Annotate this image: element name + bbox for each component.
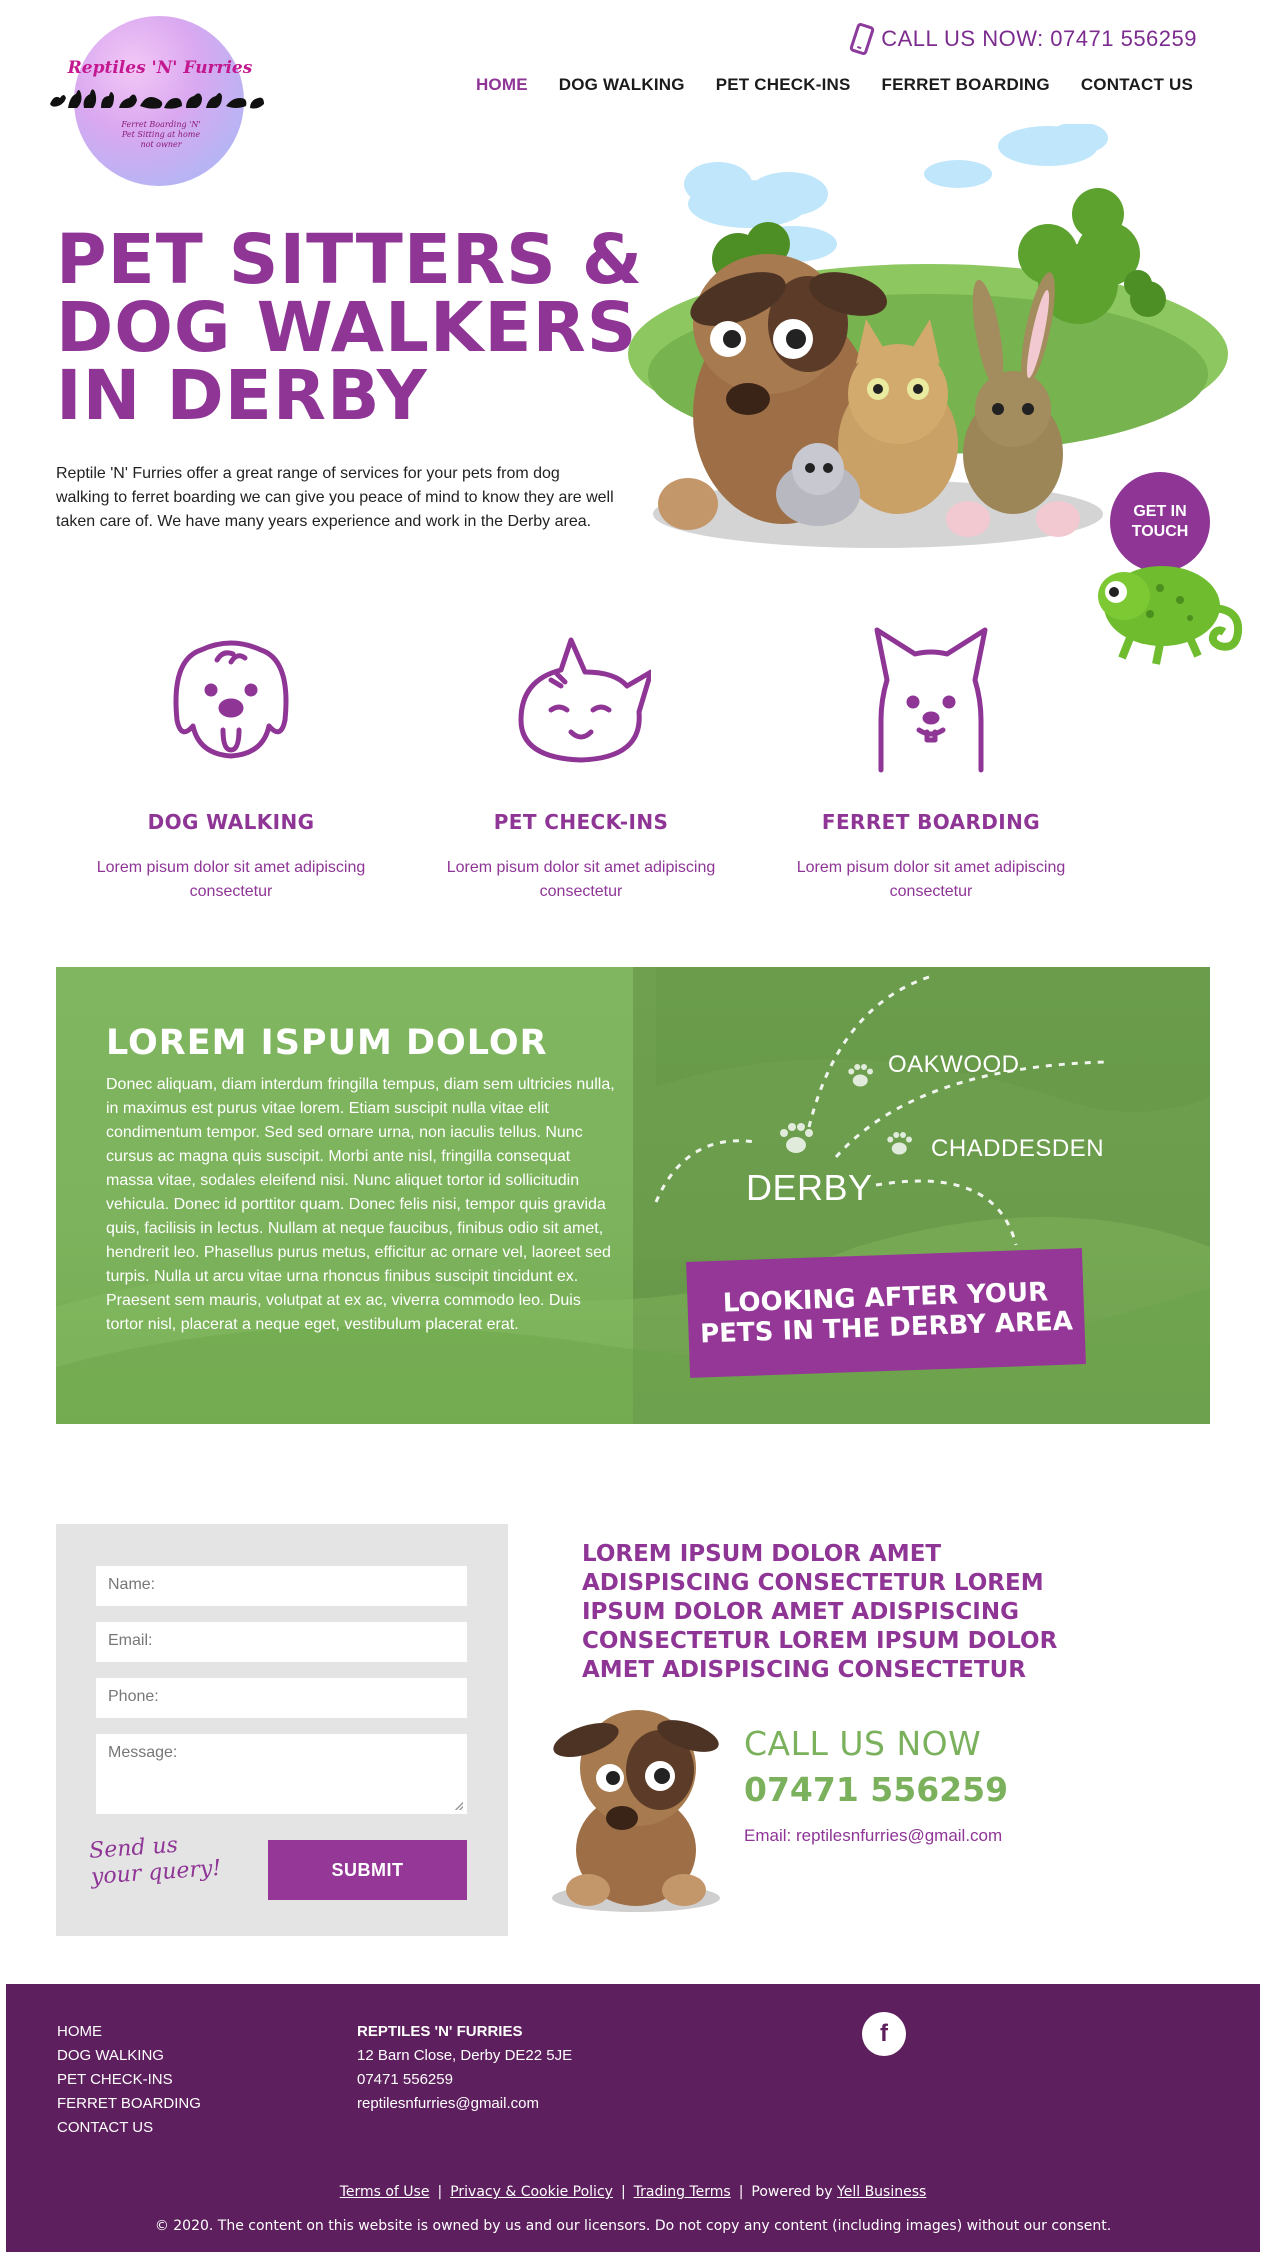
service-pet-check-ins[interactable] <box>406 620 756 904</box>
cat-icon <box>511 620 651 780</box>
get-in-touch-button[interactable]: GET IN TOUCH <box>1110 472 1210 572</box>
facebook-icon[interactable]: f <box>862 2012 906 2056</box>
nav-pet-check-ins[interactable]: PET CHECK-INS <box>715 75 851 94</box>
service-title: DOG WALKING <box>147 810 315 834</box>
nav-home[interactable]: HOME <box>475 75 528 94</box>
footer-phone[interactable]: 07471 556259 <box>357 2071 453 2088</box>
site-logo[interactable] <box>46 16 274 186</box>
footer-nav <box>57 2020 201 2140</box>
ferret-icon <box>861 620 1001 780</box>
message-field[interactable] <box>96 1734 467 1814</box>
send-query-text: Send us your query! <box>88 1832 223 1890</box>
logo-title: Reptiles 'N' Furries <box>67 58 253 78</box>
animal-silhouettes-icon <box>46 82 274 112</box>
powered-by-text: Powered by <box>751 2184 833 2200</box>
separator: | <box>437 2184 443 2200</box>
service-description: Lorem pisum dolor sit amet adipiscing consectetur <box>796 859 1066 900</box>
paw-icon <box>887 1132 912 1155</box>
contact-email[interactable]: Email: reptilesnfurries@gmail.com <box>744 1826 1003 1845</box>
dog-icon <box>161 620 301 780</box>
footer-company: REPTILES 'N' FURRIES <box>357 2023 523 2040</box>
map-label-oakwood: OAKWOOD <box>888 1051 1020 1078</box>
logo-tagline: Ferret Boarding 'N' Pet Sitting at home not owner <box>121 120 201 149</box>
contact-heading-line: AMET ADISPISCING CONSECTETUR <box>582 1657 1026 1683</box>
email-field[interactable]: Email: <box>96 1622 467 1662</box>
contact-heading-line: ADISPISCING CONSECTETUR LOREM <box>582 1570 1044 1596</box>
contact-heading <box>582 1540 1058 1685</box>
hero-title <box>56 220 644 436</box>
footer-link-dog-walking[interactable]: DOG WALKING <box>57 2047 164 2064</box>
band-text: Donec aliquam, diam interdum fringilla tempus, diam sem ultricies nulla, in maximus est purus vitae lorem. Etiam suscipit nulla vitae elit condimentum tempor. Sed sed ornare urna, non iaculis tellus. Nunc cursus ac magna quis suscipit. Morbi ante nisl, fringilla consequat massa vitae, sodales eleifend nisi. Nunc aliquet tortor id sollicitudin vehicula. Donec id porttitor quam. Donec felis nisi, tempor quis gravida quis, facilisis in lectus. Nullam at neque faucibus, finibus odio sit amet, hendrerit leo. Phasellus purus metus, efficitur ac ornare vel, laoreet sed turpis. Nulla ut arcu vitae urna rhoncus finibus suscipit tincidunt ex. Praesent sem mauris, volutpat at ex ac, viverra commodo leo. Duis tortor nisl, placerat a neque eget, vestibulum placerat erat. <box>106 1076 615 1333</box>
terms-of-use-link[interactable]: Terms of Use <box>339 2184 430 2200</box>
map-label-chaddesden: CHADDESDEN <box>931 1135 1105 1162</box>
separator: | <box>620 2184 626 2200</box>
footer-link-pet-check-ins[interactable]: PET CHECK-INS <box>57 2071 173 2088</box>
contact-form <box>56 1524 508 1936</box>
call-now-number[interactable]: 07471 556259 <box>744 1770 1009 1809</box>
derby-banner <box>686 1248 1086 1378</box>
resize-handle-icon[interactable] <box>455 1802 463 1810</box>
service-title: FERRET BOARDING <box>821 810 1041 834</box>
copyright-text: © 2020. The content on this website is owned by us and our licensors. Do not copy any content (including images) without our consent. <box>154 2218 1112 2234</box>
footer-link-ferret-boarding[interactable]: FERRET BOARDING <box>57 2095 201 2112</box>
service-ferret-boarding[interactable] <box>756 620 1106 904</box>
main-nav <box>476 75 1193 95</box>
header-call[interactable] <box>853 24 1197 54</box>
send-query-handwriting <box>88 1829 231 1891</box>
footer-legal-links <box>6 2184 1260 2200</box>
footer-link-contact-us[interactable]: CONTACT US <box>57 2119 154 2136</box>
name-field[interactable]: Name: <box>96 1566 467 1606</box>
message-placeholder: Message: <box>108 1744 178 1761</box>
footer-link-home[interactable]: HOME <box>57 2023 102 2040</box>
nav-ferret-boarding[interactable]: FERRET BOARDING <box>881 75 1050 94</box>
paw-icon <box>780 1123 813 1153</box>
contact-heading-line: IPSUM DOLOR AMET ADISPISCING <box>582 1599 1019 1625</box>
hero-description: Reptile 'N' Furries offer a great range of services for your pets from dog walking to ferret boarding we can give you peace of mind to know they are well taken care of. We have many years experience and work in the Derby area. <box>56 465 614 530</box>
hero-title-line: DOG WALKERS <box>56 288 638 368</box>
call-now-label: CALL US NOW <box>744 1724 982 1763</box>
about-band <box>56 967 1210 1424</box>
service-dog-walking[interactable] <box>56 620 406 904</box>
submit-button[interactable]: SUBMIT <box>268 1840 467 1900</box>
puppy-illustration <box>548 1700 724 1914</box>
nav-dog-walking[interactable]: DOG WALKING <box>558 75 685 94</box>
footer-street: 12 Barn Close, Derby DE22 5JE <box>357 2047 573 2064</box>
services-section <box>56 620 1106 910</box>
separator: | <box>738 2184 744 2200</box>
paw-icon <box>848 1064 873 1087</box>
yell-business-link[interactable]: Yell Business <box>837 2184 927 2200</box>
phone-icon <box>849 22 875 56</box>
privacy-policy-link[interactable]: Privacy & Cookie Policy <box>450 2184 613 2200</box>
service-title: PET CHECK-INS <box>493 810 669 834</box>
banner-text: LOOKING AFTER YOUR PETS IN THE DERBY AREA <box>699 1277 1074 1350</box>
header-call-text: CALL US NOW: 07471 556259 <box>881 26 1197 51</box>
contact-heading-line: CONSECTETUR LOREM IPSUM DOLOR <box>582 1628 1058 1654</box>
hero-title-line: PET SITTERS & <box>56 220 644 300</box>
hero-title-line: IN DERBY <box>56 356 428 436</box>
phone-field[interactable]: Phone: <box>96 1678 467 1718</box>
service-description: Lorem pisum dolor sit amet adipiscing consectetur <box>96 859 366 900</box>
site-footer <box>6 1984 1260 2252</box>
service-description: Lorem pisum dolor sit amet adipiscing consectetur <box>446 859 716 900</box>
footer-address <box>357 2020 572 2116</box>
trading-terms-link[interactable]: Trading Terms <box>633 2184 731 2200</box>
chameleon-illustration <box>1090 548 1246 674</box>
band-title: LOREM ISPUM DOLOR <box>106 1023 548 1063</box>
footer-email[interactable]: reptilesnfurries@gmail.com <box>357 2095 539 2112</box>
nav-contact-us[interactable]: CONTACT US <box>1080 75 1193 94</box>
map-label-derby: DERBY <box>746 1167 873 1208</box>
contact-heading-line: LOREM IPSUM DOLOR AMET <box>582 1541 942 1567</box>
